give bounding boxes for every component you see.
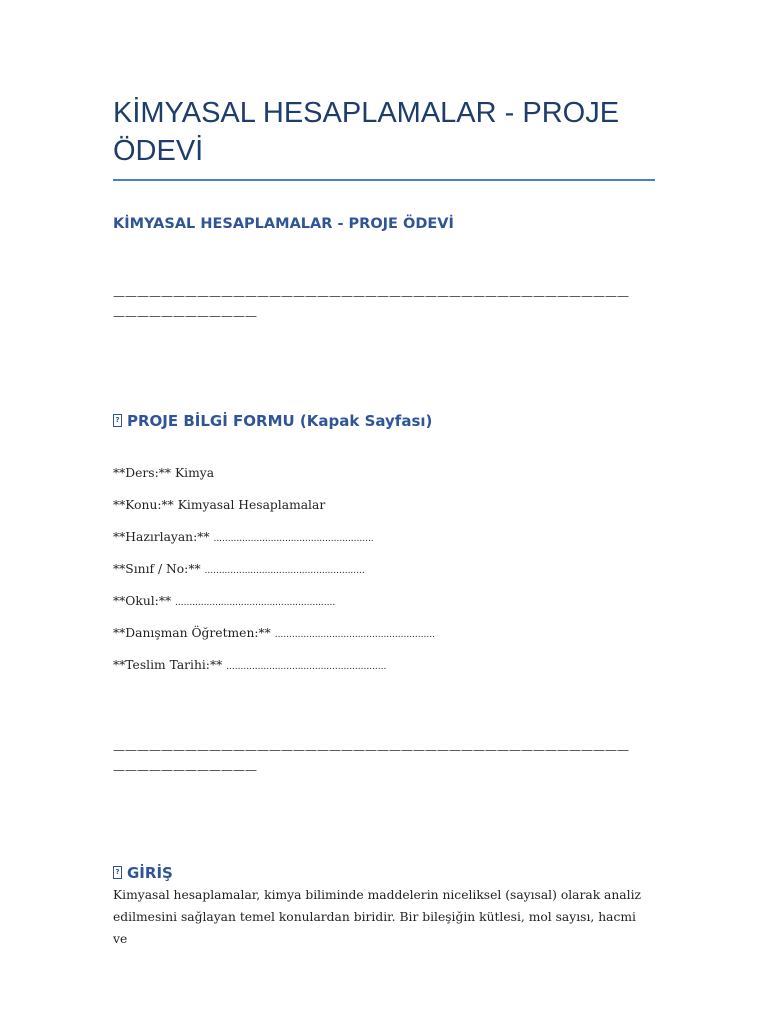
form-field-sinif-no [113, 562, 365, 576]
document-title: KİMYASAL HESAPLAMALAR - PROJE ÖDEVİ [113, 97, 620, 167]
field-value: ........................................................ [213, 534, 374, 544]
title-underline [113, 179, 655, 181]
box-glyph-icon: ? [113, 866, 122, 879]
form-field-okul [113, 594, 335, 608]
form-section-heading-text: PROJE BİLGİ FORMU (Kapak Sayfası) [127, 412, 433, 430]
separator-1 [113, 286, 658, 326]
intro-section-heading [113, 864, 173, 882]
form-field-hazirlayan [113, 530, 374, 544]
field-label: **Sınıf / No:** [113, 562, 205, 576]
field-value: Kimyasal Hesaplamalar [177, 498, 326, 512]
field-label: **Okul:** [113, 594, 176, 608]
separator-2-line-1: ——————————————————————————————————————————— [113, 743, 629, 757]
box-glyph-icon: ? [113, 414, 122, 427]
separator-1-line-2: ———————————— [113, 309, 257, 323]
field-label: **Hazırlayan:** [113, 530, 214, 544]
form-section-heading [113, 412, 432, 430]
field-value: ........................................................ [175, 598, 336, 608]
field-label: **Ders:** [113, 466, 175, 480]
field-label: **Teslim Tarihi:** [113, 658, 227, 672]
document-subtitle: KİMYASAL HESAPLAMALAR - PROJE ÖDEVİ [113, 216, 454, 232]
intro-paragraph: Kimyasal hesaplamalar, kimya biliminde maddelerin niceliksel (sayısal) olarak analiz edilmesini sağlayan temel konulardan biridir. Bir bileşiğin kütlesi, mol sayısı, hacmi ve [113, 888, 641, 946]
separator-2 [113, 740, 658, 780]
field-value: ........................................................ [226, 662, 387, 672]
form-field-danisman [113, 626, 435, 640]
field-label: **Konu:** [113, 498, 178, 512]
field-value: ........................................................ [274, 630, 435, 640]
separator-2-line-2: ———————————— [113, 763, 257, 777]
field-value: Kimya [174, 466, 215, 480]
separator-1-line-1: ——————————————————————————————————————————— [113, 289, 629, 303]
field-label: **Danışman Öğretmen:** [113, 626, 275, 640]
field-value: ........................................................ [204, 566, 365, 576]
form-field-teslim-tarihi [113, 658, 386, 672]
intro-section-heading-text: GİRİŞ [127, 864, 173, 882]
form-field-konu [113, 498, 325, 512]
form-field-ders [113, 466, 214, 480]
